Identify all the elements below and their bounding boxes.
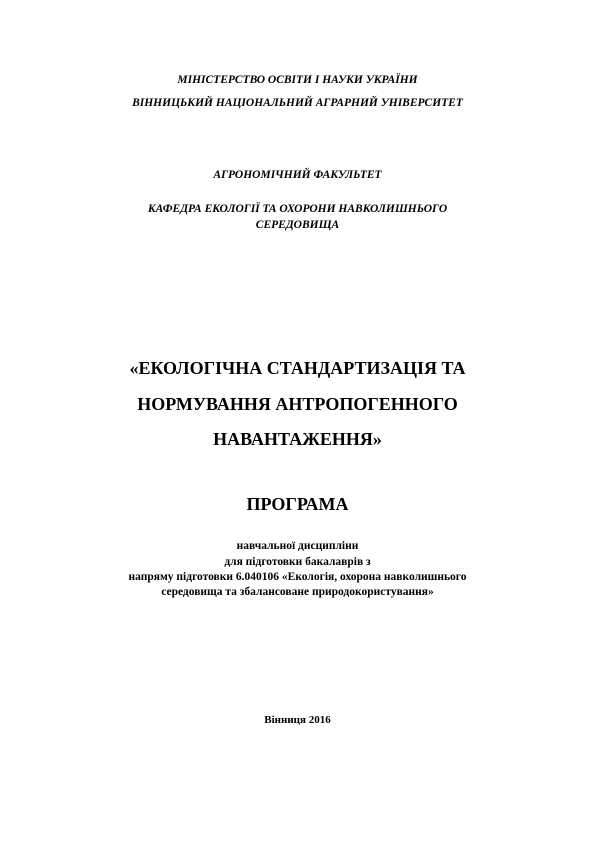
program-heading: ПРОГРАМА (246, 494, 349, 514)
program-subtitle-line3: напряму підготовки 6.040106 «Екологія, охорона навколишнього (128, 571, 467, 583)
course-title-line1: «ЕКОЛОГІЧНА СТАНДАРТИЗАЦІЯ ТА (129, 358, 466, 378)
program-subtitle-line2: для підготовки бакалаврів з (224, 556, 371, 568)
faculty-heading: АГРОНОМІЧНИЙ ФАКУЛЬТЕТ (213, 169, 382, 181)
course-title-line2: НОРМУВАННЯ АНТРОПОГЕННОГО (137, 394, 458, 414)
place-year: Вінниця 2016 (264, 714, 331, 726)
university-heading: ВІННИЦЬКИЙ НАЦІОНАЛЬНИЙ АГРАРНИЙ УНІВЕРСИТЕТ (132, 97, 463, 109)
course-title-line3: НАВАНТАЖЕННЯ» (213, 429, 382, 449)
department-heading-line1: КАФЕДРА ЕКОЛОГІЇ ТА ОХОРОНИ НАВКОЛИШНЬОГО (147, 203, 448, 215)
program-subtitle-line4: середовища та збалансоване природокористування» (161, 586, 434, 598)
department-heading-line2: СЕРЕДОВИЩА (255, 219, 340, 231)
program-subtitle-line1: навчальної дисципліни (236, 540, 359, 552)
ministry-heading: МІНІСТЕРСТВО ОСВІТИ І НАУКИ УКРАЇНИ (177, 74, 418, 86)
